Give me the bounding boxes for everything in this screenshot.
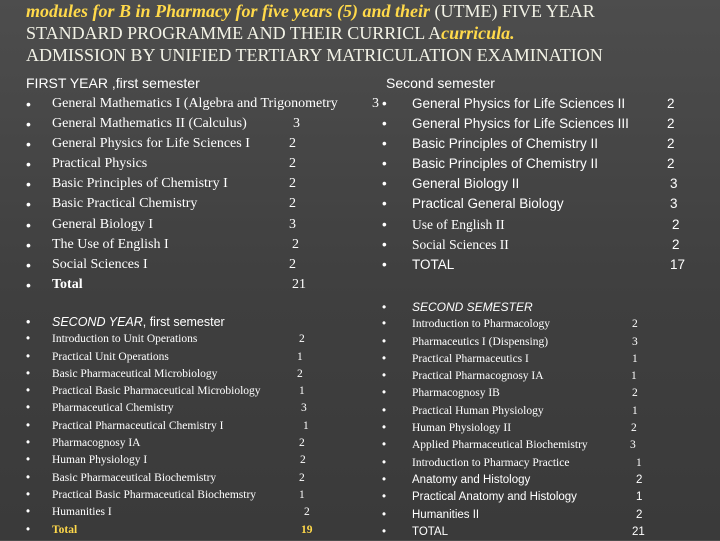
list-item: • Applied Pharmaceutical Biochemistry 3	[382, 439, 636, 452]
list-item: • Practical Human Physiology 1	[382, 404, 638, 417]
page-header	[26, 0, 716, 66]
list-item: • Practical Pharmacognosy IA 1	[382, 370, 637, 383]
list-item: • Pharmaceutics I (Dispensing) 3	[382, 335, 638, 348]
list-item-total: • TOTAL 17	[382, 256, 686, 272]
list-item-total: • Total 21	[26, 276, 306, 293]
list-item-total: • TOTAL 21	[382, 525, 645, 538]
list-item: • Humanities II 2	[382, 508, 643, 521]
header-line-2: STANDARD PROGRAMME AND THEIR CURRICL Acurricula.	[26, 23, 515, 43]
list-item: • General Mathematics I (Algebra and Trigonometry 3	[26, 96, 379, 112]
list-item: • Practical General Biology 3	[382, 196, 678, 212]
list-item: • Practical Basic Pharmaceutical Microbiology 1	[26, 385, 305, 398]
list-item: • Introduction to Unit Operations 2	[26, 333, 305, 346]
list-item: • Introduction to Pharmacology 2	[382, 318, 638, 331]
list-item: • General Mathematics II (Calculus) 3	[26, 116, 300, 133]
list-item: • Practical Unit Operations 1	[26, 350, 303, 363]
list-item: • Practical Pharmaceutical Chemistry I 1	[26, 419, 309, 432]
header-line-3: ADMISSION BY UNIFIED TERTIARY MATRICULATION EXAMINATION	[26, 45, 603, 65]
list-item: • Practical Physics 2	[26, 156, 296, 173]
list-item: • General Biology I 3	[26, 216, 296, 233]
list-item: • Human Physiology I 2	[26, 454, 306, 467]
y2s2-heading: • SECOND SEMESTER	[382, 300, 533, 314]
y1s2-list	[382, 94, 702, 275]
list-item: • Human Physiology II 2	[382, 422, 637, 435]
list-item: • Pharmacognosy IB 2	[382, 387, 638, 400]
y2s1-list	[26, 314, 356, 539]
y1s2-heading: Second semester	[386, 75, 495, 91]
list-item: • Anatomy and Histology 2	[382, 473, 643, 486]
list-item: • Practical Anatomy and Histology 1	[382, 491, 643, 504]
y2s2-list	[382, 299, 702, 541]
list-item: • The Use of English I 2	[26, 236, 299, 253]
list-item: • Practical Pharmaceutics I 1	[382, 352, 638, 365]
header-line-1: modules for B in Pharmacy for five years (5) and their (UTME) FIVE YEAR	[26, 1, 595, 21]
list-item: • Basic Principles of Chemistry II 2	[382, 156, 675, 172]
y2s1-heading: • SECOND YEAR, first semester	[26, 315, 225, 329]
list-item: • Use of English II 2	[382, 216, 680, 232]
list-item: • General Biology II 3	[382, 176, 678, 192]
list-item: • General Physics for Life Sciences I 2	[26, 136, 296, 153]
y1s1-heading: FIRST YEAR ,first semester	[26, 75, 200, 91]
list-item: • Basic Principles of Chemistry II 2	[382, 136, 675, 152]
list-item: • Practical Basic Pharmaceutical Biochemstry 1	[26, 488, 305, 501]
list-item-total: • Total 19	[26, 523, 313, 536]
list-item: • Humanities I 2	[26, 506, 310, 519]
list-item: • Pharmaceutical Chemistry 3	[26, 402, 307, 415]
list-item: • Introduction to Pharmacy Practice 1	[382, 456, 642, 469]
list-item: • Basic Pharmaceutical Microbiology 2	[26, 367, 303, 380]
list-item: • Basic Pharmaceutical Biochemistry 2	[26, 471, 305, 484]
list-item: • Pharmacognosy IA 2	[26, 437, 305, 450]
list-item: • Basic Principles of Chemistry I 2	[26, 176, 296, 193]
list-item: • Social Sciences I 2	[26, 256, 296, 273]
list-item: • Social Sciences II 2	[382, 236, 680, 252]
y1s1-list	[26, 94, 379, 295]
list-item: • General Physics for Life Sciences II 2	[382, 96, 675, 111]
list-item: • Basic Practical Chemistry 2	[26, 196, 296, 213]
list-item: • General Physics for Life Sciences III 2	[382, 116, 675, 132]
